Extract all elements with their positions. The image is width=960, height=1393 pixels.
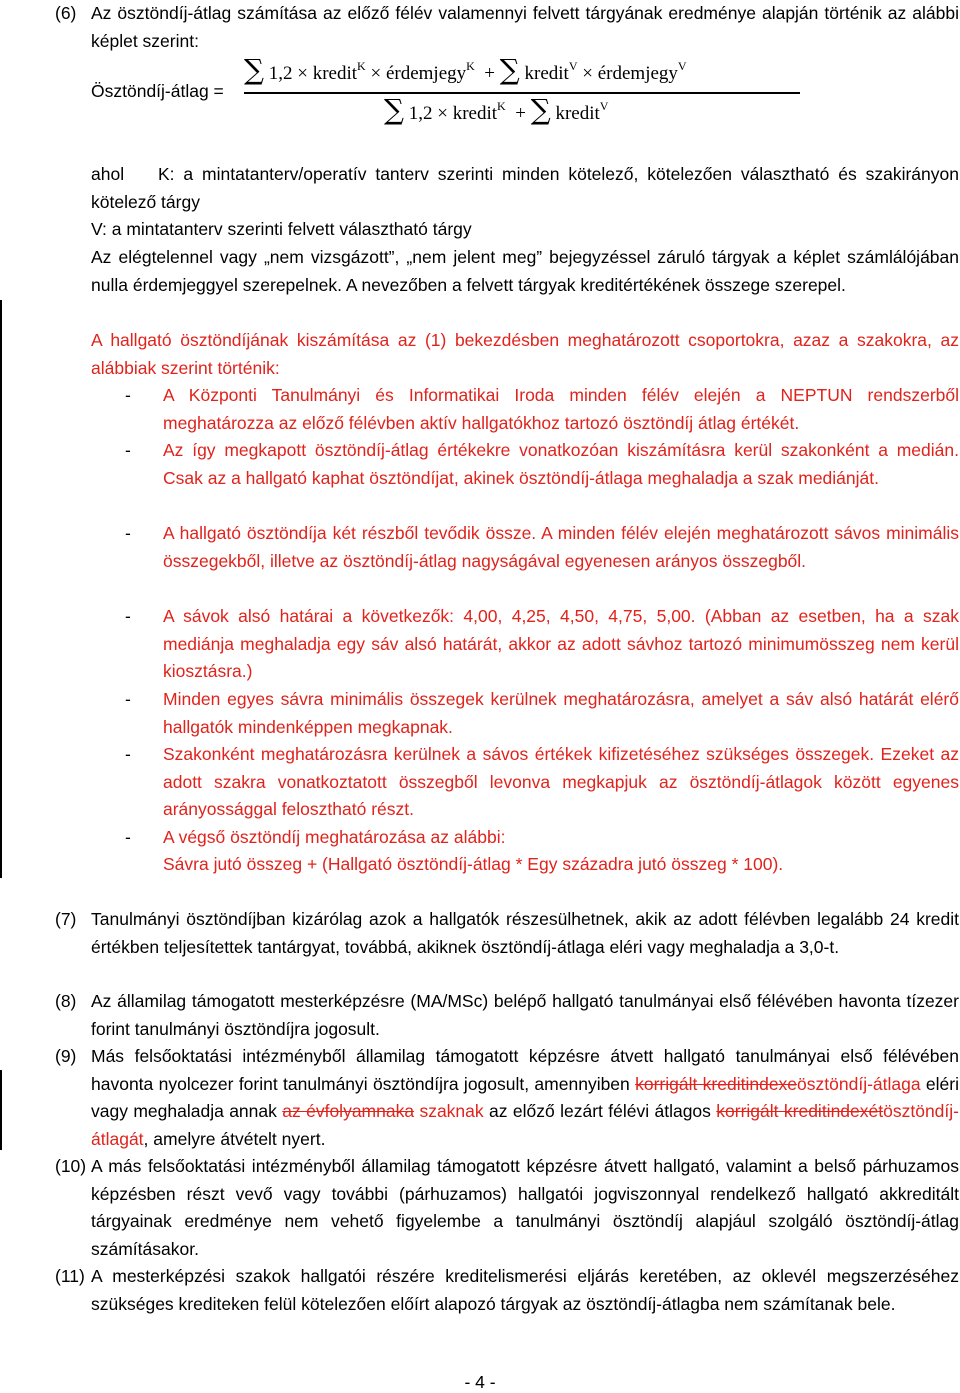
list-item-2: Az így megkapott ösztöndíj-átlag értékekre vonatkozóan kiszámításra kerül szakonként a medián. Csak az a hallgató kaphat ösztöndíjat, akinek ösztöndíj-átlaga meghaladja a szak mediánját.: [163, 440, 959, 488]
paragraph-number-11: (11): [55, 1266, 85, 1286]
sum-symbol: ∑: [499, 53, 520, 86]
sum-symbol: ∑: [384, 93, 404, 126]
paragraph-number-10: (10): [55, 1156, 87, 1176]
list-dash: -: [125, 523, 131, 543]
plus-sign: +: [484, 63, 496, 84]
change-bar-9: [0, 1070, 2, 1150]
coef: 1,2: [408, 103, 433, 124]
erdemjegy-k: érdemjegy: [385, 63, 467, 84]
list-item-1: A Központi Tanulmányi és Informatikai Iroda minden félév elején a NEPTUN rendszerből meghatározza az előző félévben aktív hallgatókhoz tartozó ösztöndíj átlag értékét.: [163, 385, 959, 433]
paragraph-7: Tanulmányi ösztöndíjban kizárólag azok a hallgatók részesülhetnek, akik az adott félévben legalább 24 kredit értékben teljesítettek tantárgyat, továbbá, akiknek ösztöndíj-átlaga eléri vagy meghaladja a 3,0-t.: [91, 909, 959, 957]
list-item-7: A végső ösztöndíj meghatározása az alábbi:: [163, 827, 506, 847]
kredit-k: kredit: [452, 103, 498, 124]
superscript-v: V: [568, 59, 578, 73]
paragraph-10: A más felsőoktatási intézményből államilag támogatott képzésre átvett hallgató, valamint a belső párhuzamos képzésben részt vevő vagy további (párhuzamos) hallgatói jogviszonnyal rendelkező hallgató akkreditált tárgyainak eredménye nem vehető figyelembe a tanulmányi ösztöndíj alapjául szolgáló ösztöndíj-átlag számításakor.: [91, 1156, 959, 1259]
times-sign: ×: [582, 63, 593, 84]
p9-text-3: az előző lezárt félévi átlagos: [483, 1101, 717, 1121]
plus-sign: +: [515, 103, 526, 124]
sum-symbol: ∑: [244, 53, 264, 86]
list-dash: -: [125, 827, 131, 847]
superscript-k: K: [466, 59, 475, 73]
p9-text-1: Más felsőoktatási intézményből államilag támogatott képzésre átvett hallgató tanulmányai első félévében havonta nyolcezer forint tanulmányi ösztöndíjra jogosult, amennyiben: [91, 1046, 959, 1094]
list-item-6: Szakonként meghatározásra kerülnek a sávos értékek kifizetéséhez szükséges összegek. Ezeket az adott szakra vonatkoztatott összegből levonva megkapjuk az ösztöndíj-átlagok között egyenes arányossággal felosztható részt.: [163, 744, 959, 819]
paragraph-number-9: (9): [55, 1046, 77, 1066]
v-definition: V: a mintatanterv szerinti felvett választható tárgy: [91, 219, 472, 239]
times-sign: ×: [370, 63, 382, 84]
final-formula: Sávra jutó összeg + (Hallgató ösztöndíj-átlag * Egy századra jutó összeg * 100).: [163, 854, 784, 874]
list-item-3: A hallgató ösztöndíja két részből tevődik össze. A minden félév elején meghatározott sávos minimális összegekből, illetve az ösztöndíj-átlag nagyságával egyenesen arányos összegből.: [163, 523, 959, 571]
sum-symbol: ∑: [530, 93, 551, 126]
note-paragraph: Az elégtelennel vagy „nem vizsgázott”, „nem jelent meg” bejegyzéssel záruló tárgyak a képlet számlálójában nulla érdemjeggyel szerepelnek. A nevezőben a felvett tárgyak kreditértékének összege szerepel.: [91, 247, 959, 295]
list-dash: -: [125, 385, 131, 405]
p9-text-2: eléri vagy meghaladja annak: [91, 1073, 960, 1121]
paragraph-number-7: (7): [55, 909, 77, 929]
list-dash: -: [125, 744, 131, 764]
superscript-k: K: [357, 59, 366, 73]
times-sign: ×: [437, 103, 448, 124]
p9-text-4: , amelyre átvételt nyert.: [143, 1128, 326, 1149]
list-item-4: A sávok alsó határai a következők: 4,00, 4,25, 4,50, 4,75, 5,00. (Abban az esetben, ha a szak mediánja meghaladja egy sáv alsó határát, akkor az adott sávhoz tartozó minimumösszeg nem kerül kiosztásra.): [163, 606, 959, 681]
superscript-v: V: [599, 99, 609, 113]
p9-inserted-1: ösztöndíj-átlaga: [797, 1073, 921, 1094]
p9-inserted-3: ösztöndíj-átlagát: [91, 1101, 959, 1149]
list-dash: -: [125, 606, 131, 626]
page-number: - 4 -: [464, 1372, 496, 1392]
superscript-k: K: [497, 99, 506, 113]
times-sign: ×: [297, 63, 308, 84]
kredit-v: kredit: [524, 63, 569, 84]
p9-deleted-1: korrigált kreditindexe: [635, 1073, 798, 1094]
coef: 1,2: [268, 63, 293, 84]
kredit-k: kredit: [312, 63, 358, 84]
list-dash: -: [125, 689, 131, 709]
paragraph-6-intro: Az ösztöndíj-átlag számítása az előző félév valamennyi felvett tárgyának eredménye alapján történik az alábbi képlet szerint:: [91, 3, 959, 51]
p9-inserted-2: szaknak: [414, 1101, 484, 1121]
paragraph-9: [91, 1043, 959, 1153]
formula-denominator: [384, 93, 609, 130]
kredit-v: kredit: [555, 103, 600, 124]
formula-numerator: [244, 53, 687, 90]
ahol-label: ahol: [91, 164, 125, 184]
paragraph-11: A mesterképzési szakok hallgatói részére kreditelismerési eljárás keretében, az oklevél megszerzéséhez szükséges krediteken felül kötelezően előírt alapozó tárgyak az ösztöndíj-átlagba nem számítanak bele.: [91, 1266, 959, 1314]
paragraph-8: Az államilag támogatott mesterképzésre (MA/MSc) belépő hallgató tanulmányai első félévében havonta tízezer forint tanulmányi ösztöndíjra jogosult.: [91, 991, 959, 1039]
paragraph-number-6: (6): [55, 3, 77, 23]
list-item-5: Minden egyes sávra minimális összegek kerülnek meghatározásra, amelyet a sáv alsó határát elérő hallgatók mindenképpen megkapnak.: [163, 689, 959, 737]
formula-label: Ösztöndíj-átlag =: [91, 81, 224, 101]
change-bar-6: [0, 300, 2, 878]
superscript-v: V: [677, 59, 687, 73]
p9-deleted-3: korrigált kreditindexét: [716, 1101, 884, 1121]
p9-deleted-2: az évfolyamnaka: [282, 1101, 415, 1121]
red-intro: A hallgató ösztöndíjának kiszámítása az (1) bekezdésben meghatározott csoportokra, azaz a szakokra, az alábbiak szerint történik:: [91, 330, 959, 378]
k-definition: K: a mintatanterv/operatív tanterv szerinti minden kötelező, kötelezően választható és szakirányon kötelező tárgy: [91, 164, 959, 212]
paragraph-number-8: (8): [55, 991, 77, 1011]
fraction-line: [244, 92, 800, 94]
erdemjegy-v: érdemjegy: [597, 63, 678, 84]
list-dash: -: [125, 440, 131, 460]
